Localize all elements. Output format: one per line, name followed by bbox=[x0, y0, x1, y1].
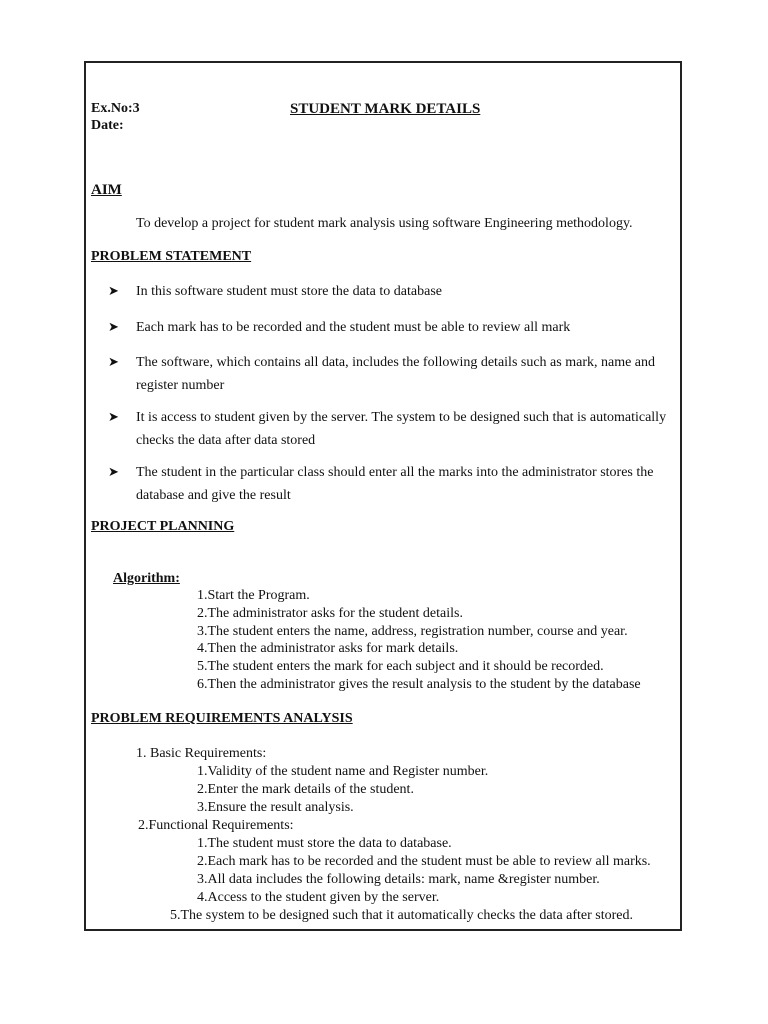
requirement-item: 1.Validity of the student name and Register number. bbox=[197, 764, 489, 779]
aim-text: To develop a project for student mark analysis using software Engineering methodology. bbox=[136, 216, 633, 231]
page-title: STUDENT MARK DETAILS bbox=[290, 101, 481, 117]
algorithm-step: 2.The administrator asks for the student details. bbox=[197, 606, 463, 621]
requirement-item: 3.All data includes the following details: mark, name &register number. bbox=[197, 872, 600, 887]
arrow-bullet-icon: ➤ bbox=[108, 319, 119, 334]
bullet-text: The software, which contains all data, includes the following details such as mark, name and register number bbox=[136, 355, 656, 393]
aim-heading: AIM bbox=[91, 182, 122, 198]
requirement-item: 2.Enter the mark details of the student. bbox=[197, 782, 414, 797]
algorithm-step: 1.Start the Program. bbox=[197, 588, 310, 603]
requirements-heading: PROBLEM REQUIREMENTS ANALYSIS bbox=[91, 711, 353, 726]
functional-requirements-label: 2.Functional Requirements: bbox=[138, 818, 294, 833]
requirement-item: 3.Ensure the result analysis. bbox=[197, 800, 354, 815]
arrow-bullet-icon: ➤ bbox=[108, 464, 119, 479]
algorithm-step: 6.Then the administrator gives the result analysis to the student by the database bbox=[197, 677, 641, 692]
bullet-text: It is access to student given by the server. The system to be designed such that is automatically checks the data after data stored bbox=[136, 410, 667, 448]
arrow-bullet-icon: ➤ bbox=[108, 354, 119, 369]
algorithm-label: Algorithm: bbox=[113, 571, 180, 586]
requirement-item: 5.The system to be designed such that it automatically checks the data after stored. bbox=[170, 908, 634, 923]
basic-requirements-label: 1. Basic Requirements: bbox=[136, 746, 267, 761]
requirement-item: 2.Each mark has to be recorded and the student must be able to review all marks. bbox=[197, 854, 651, 869]
bullet-text: The student in the particular class should enter all the marks into the administrator stores the database and give the result bbox=[136, 465, 654, 503]
arrow-bullet-icon: ➤ bbox=[108, 409, 119, 424]
arrow-bullet-icon: ➤ bbox=[108, 283, 119, 298]
algorithm-step: 4.Then the administrator asks for mark details. bbox=[197, 641, 459, 656]
date-label: Date: bbox=[91, 118, 124, 133]
requirement-item: 1.The student must store the data to database. bbox=[197, 836, 452, 851]
algorithm-step: 5.The student enters the mark for each subject and it should be recorded. bbox=[197, 659, 604, 674]
project-planning-heading: PROJECT PLANNING bbox=[91, 519, 235, 534]
problem-statement-heading: PROBLEM STATEMENT bbox=[91, 249, 252, 264]
bullet-text: In this software student must store the data to database bbox=[136, 284, 442, 299]
algorithm-step: 3.The student enters the name, address, registration number, course and year. bbox=[197, 624, 628, 639]
requirement-item: 4.Access to the student given by the server. bbox=[197, 890, 440, 905]
exercise-number: Ex.No:3 bbox=[91, 101, 140, 116]
bullet-text: Each mark has to be recorded and the student must be able to review all mark bbox=[136, 320, 571, 335]
